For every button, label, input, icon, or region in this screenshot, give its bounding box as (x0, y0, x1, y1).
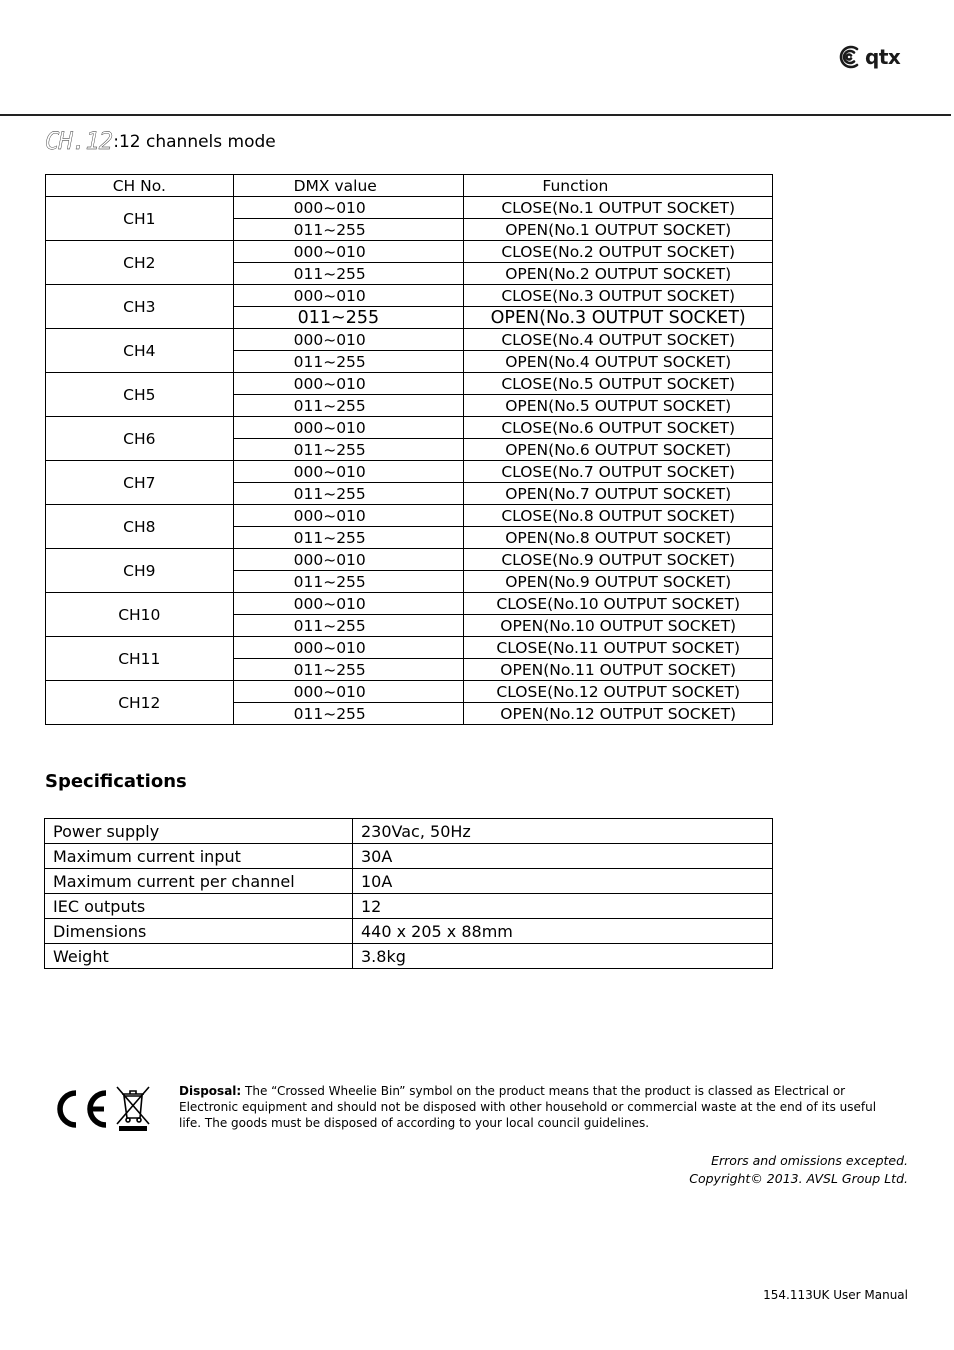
function-cell: OPEN(No.9 OUTPUT SOCKET) (464, 571, 773, 593)
dmx-value-cell: 000~010 (233, 593, 464, 615)
channel-cell: CH11 (46, 637, 234, 681)
qtx-logo (836, 42, 908, 72)
dmx-value-cell: 011~255 (233, 439, 464, 461)
function-cell: OPEN(No.8 OUTPUT SOCKET) (464, 527, 773, 549)
header-dmx-value: DMX value (233, 175, 464, 197)
function-cell: CLOSE(No.7 OUTPUT SOCKET) (464, 461, 773, 483)
dmx-value-cell: 000~010 (233, 241, 464, 263)
dmx-value-cell: 000~010 (233, 461, 464, 483)
dmx-value-cell: 000~010 (233, 417, 464, 439)
function-cell: CLOSE(No.1 OUTPUT SOCKET) (464, 197, 773, 219)
function-cell: CLOSE(No.10 OUTPUT SOCKET) (464, 593, 773, 615)
table-row (46, 197, 773, 219)
legal-notice (689, 1152, 908, 1188)
channel-cell: CH12 (46, 681, 234, 725)
spec-value: 12 (353, 894, 773, 919)
channel-cell: CH1 (46, 197, 234, 241)
qtx-swirl-icon (836, 44, 862, 70)
spec-row (45, 869, 773, 894)
dmx-value-cell: 011~255 (233, 395, 464, 417)
segment-display-ch12: CH.12 (45, 127, 113, 155)
function-cell: OPEN(No.7 OUTPUT SOCKET) (464, 483, 773, 505)
channel-cell: CH2 (46, 241, 234, 285)
table-row (46, 417, 773, 439)
function-cell: CLOSE(No.9 OUTPUT SOCKET) (464, 549, 773, 571)
function-cell: CLOSE(No.12 OUTPUT SOCKET) (464, 681, 773, 703)
dmx-value-cell: 011~255 (233, 219, 464, 241)
table-row (46, 549, 773, 571)
disposal-label: Disposal: (179, 1084, 242, 1098)
function-cell: CLOSE(No.8 OUTPUT SOCKET) (464, 505, 773, 527)
table-row (46, 505, 773, 527)
dmx-table-header (46, 175, 773, 197)
function-cell: OPEN(No.4 OUTPUT SOCKET) (464, 351, 773, 373)
dmx-value-cell: 000~010 (233, 285, 464, 307)
table-row (46, 681, 773, 703)
spec-value: 230Vac, 50Hz (353, 819, 773, 844)
spec-label: Dimensions (45, 919, 353, 944)
dmx-table-body (46, 197, 773, 725)
dmx-value-cell: 011~255 (233, 351, 464, 373)
ce-mark-icon (52, 1084, 112, 1134)
dmx-value-cell: 011~255 (233, 263, 464, 285)
dmx-value-cell: 000~010 (233, 637, 464, 659)
table-row (46, 373, 773, 395)
disposal-text: The “Crossed Wheelie Bin” symbol on the product means that the product is classed as Electrical or Electronic equipment and should not be disposed with other household or commercial waste at the end of its useful life. The goods must be disposed of according to your local council guidelines. (179, 1084, 877, 1130)
dmx-value-cell: 011~255 (233, 527, 464, 549)
spec-value: 440 x 205 x 88mm (353, 919, 773, 944)
spec-row (45, 819, 773, 844)
dmx-value-cell: 011~255 (233, 703, 464, 725)
copyright-notice: Copyright© 2013. AVSL Group Ltd. (689, 1171, 908, 1186)
function-cell: OPEN(No.10 OUTPUT SOCKET) (464, 615, 773, 637)
errors-notice: Errors and omissions excepted. (711, 1153, 908, 1168)
table-row (46, 329, 773, 351)
dmx-value-cell: 000~010 (233, 197, 464, 219)
disposal-notice (179, 1083, 879, 1131)
function-cell: OPEN(No.1 OUTPUT SOCKET) (464, 219, 773, 241)
dmx-value-cell: 000~010 (233, 505, 464, 527)
function-cell: CLOSE(No.3 OUTPUT SOCKET) (464, 285, 773, 307)
function-cell: CLOSE(No.5 OUTPUT SOCKET) (464, 373, 773, 395)
function-cell: OPEN(No.3 OUTPUT SOCKET) (464, 307, 773, 329)
channel-cell: CH9 (46, 549, 234, 593)
dmx-channel-table (45, 174, 773, 725)
specifications-heading: Specifications (45, 771, 187, 792)
table-row (46, 461, 773, 483)
function-cell: OPEN(No.5 OUTPUT SOCKET) (464, 395, 773, 417)
channel-cell: CH6 (46, 417, 234, 461)
mode-heading (45, 124, 276, 154)
function-cell: OPEN(No.11 OUTPUT SOCKET) (464, 659, 773, 681)
header-function: Function (464, 175, 773, 197)
channel-cell: CH3 (46, 285, 234, 329)
spec-label: IEC outputs (45, 894, 353, 919)
specifications-table-body (45, 819, 773, 969)
footer-manual-id: 154.113UK User Manual (763, 1288, 908, 1302)
dmx-value-cell: 000~010 (233, 329, 464, 351)
spec-label: Maximum current per channel (45, 869, 353, 894)
function-cell: OPEN(No.2 OUTPUT SOCKET) (464, 263, 773, 285)
mode-label: :12 channels mode (113, 132, 276, 152)
spec-row (45, 944, 773, 969)
table-row (46, 637, 773, 659)
dmx-value-cell: 011~255 (233, 483, 464, 505)
function-cell: CLOSE(No.11 OUTPUT SOCKET) (464, 637, 773, 659)
channel-cell: CH7 (46, 461, 234, 505)
compliance-marks (52, 1084, 152, 1134)
header-rule (0, 114, 951, 116)
dmx-value-cell: 011~255 (233, 615, 464, 637)
function-cell: CLOSE(No.6 OUTPUT SOCKET) (464, 417, 773, 439)
table-row (46, 241, 773, 263)
table-row (46, 285, 773, 307)
crossed-wheelie-bin-icon (114, 1084, 152, 1134)
channel-cell: CH8 (46, 505, 234, 549)
function-cell: OPEN(No.12 OUTPUT SOCKET) (464, 703, 773, 725)
dmx-value-cell: 000~010 (233, 373, 464, 395)
spec-label: Power supply (45, 819, 353, 844)
spec-label: Weight (45, 944, 353, 969)
function-cell: CLOSE(No.4 OUTPUT SOCKET) (464, 329, 773, 351)
function-cell: OPEN(No.6 OUTPUT SOCKET) (464, 439, 773, 461)
channel-cell: CH10 (46, 593, 234, 637)
table-row (46, 593, 773, 615)
header-ch-no: CH No. (46, 175, 234, 197)
dmx-value-cell: 011~255 (233, 659, 464, 681)
dmx-value-cell: 011~255 (233, 571, 464, 593)
specifications-table (44, 818, 773, 969)
channel-cell: CH4 (46, 329, 234, 373)
dmx-value-cell: 000~010 (233, 549, 464, 571)
function-cell: CLOSE(No.2 OUTPUT SOCKET) (464, 241, 773, 263)
spec-value: 30A (353, 844, 773, 869)
spec-value: 10A (353, 869, 773, 894)
spec-row (45, 844, 773, 869)
spec-row (45, 894, 773, 919)
channel-cell: CH5 (46, 373, 234, 417)
spec-value: 3.8kg (353, 944, 773, 969)
logo-text: qtx (865, 45, 901, 69)
spec-row (45, 919, 773, 944)
spec-label: Maximum current input (45, 844, 353, 869)
dmx-value-cell: 011~255 (233, 307, 464, 329)
dmx-value-cell: 000~010 (233, 681, 464, 703)
